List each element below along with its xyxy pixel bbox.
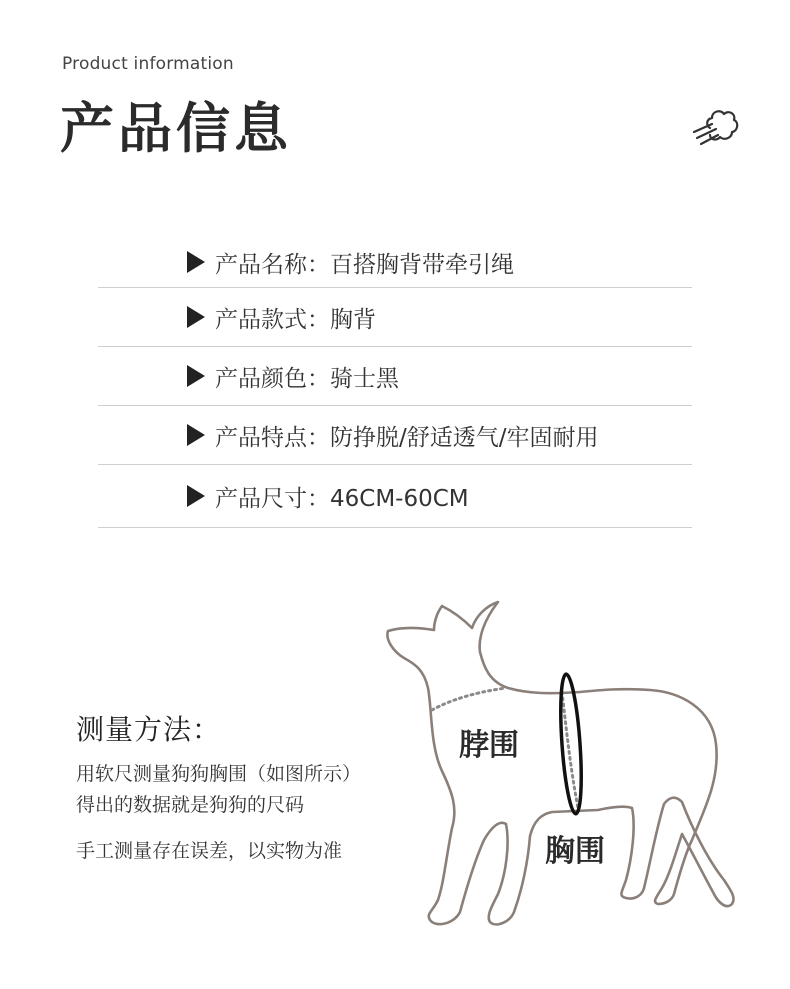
spec-row [98, 347, 692, 406]
wind-cloud-icon [690, 104, 740, 150]
page-title: 产品信息 [60, 97, 292, 160]
spec-list [98, 234, 692, 528]
neck-measure-line [432, 688, 506, 710]
spec-row [98, 465, 692, 528]
chest-label: 胸围 [545, 834, 605, 869]
spec-row [98, 406, 692, 465]
play-arrow-icon [187, 251, 205, 273]
spec-text: 产品颜色：骑士黑 [215, 366, 399, 392]
spec-row [98, 288, 692, 347]
play-arrow-icon [187, 306, 205, 328]
subtitle: Product information [62, 54, 234, 74]
chest-measure-ring [557, 674, 585, 815]
neck-label: 脖围 [459, 728, 519, 763]
spec-text: 产品特点：防挣脱/舒适透气/牢固耐用 [215, 425, 599, 451]
play-arrow-icon [187, 424, 205, 446]
measure-line: 用软尺测量狗狗胸围（如图所示） [76, 763, 362, 785]
measure-line: 得出的数据就是狗狗的尺码 [76, 794, 305, 816]
measure-line: 手工测量存在误差，以实物为准 [76, 840, 343, 862]
play-arrow-icon [187, 365, 205, 387]
measure-title: 测量方法： [76, 713, 222, 746]
spec-text: 产品款式：胸背 [215, 307, 376, 333]
spec-row [98, 234, 692, 288]
dog-outline-diagram [380, 596, 750, 936]
spec-text: 产品名称：百搭胸背带牵引绳 [215, 252, 514, 278]
dog-outline [387, 602, 733, 924]
play-arrow-icon [187, 485, 205, 507]
spec-text: 产品尺寸：46CM-60CM [215, 486, 469, 512]
